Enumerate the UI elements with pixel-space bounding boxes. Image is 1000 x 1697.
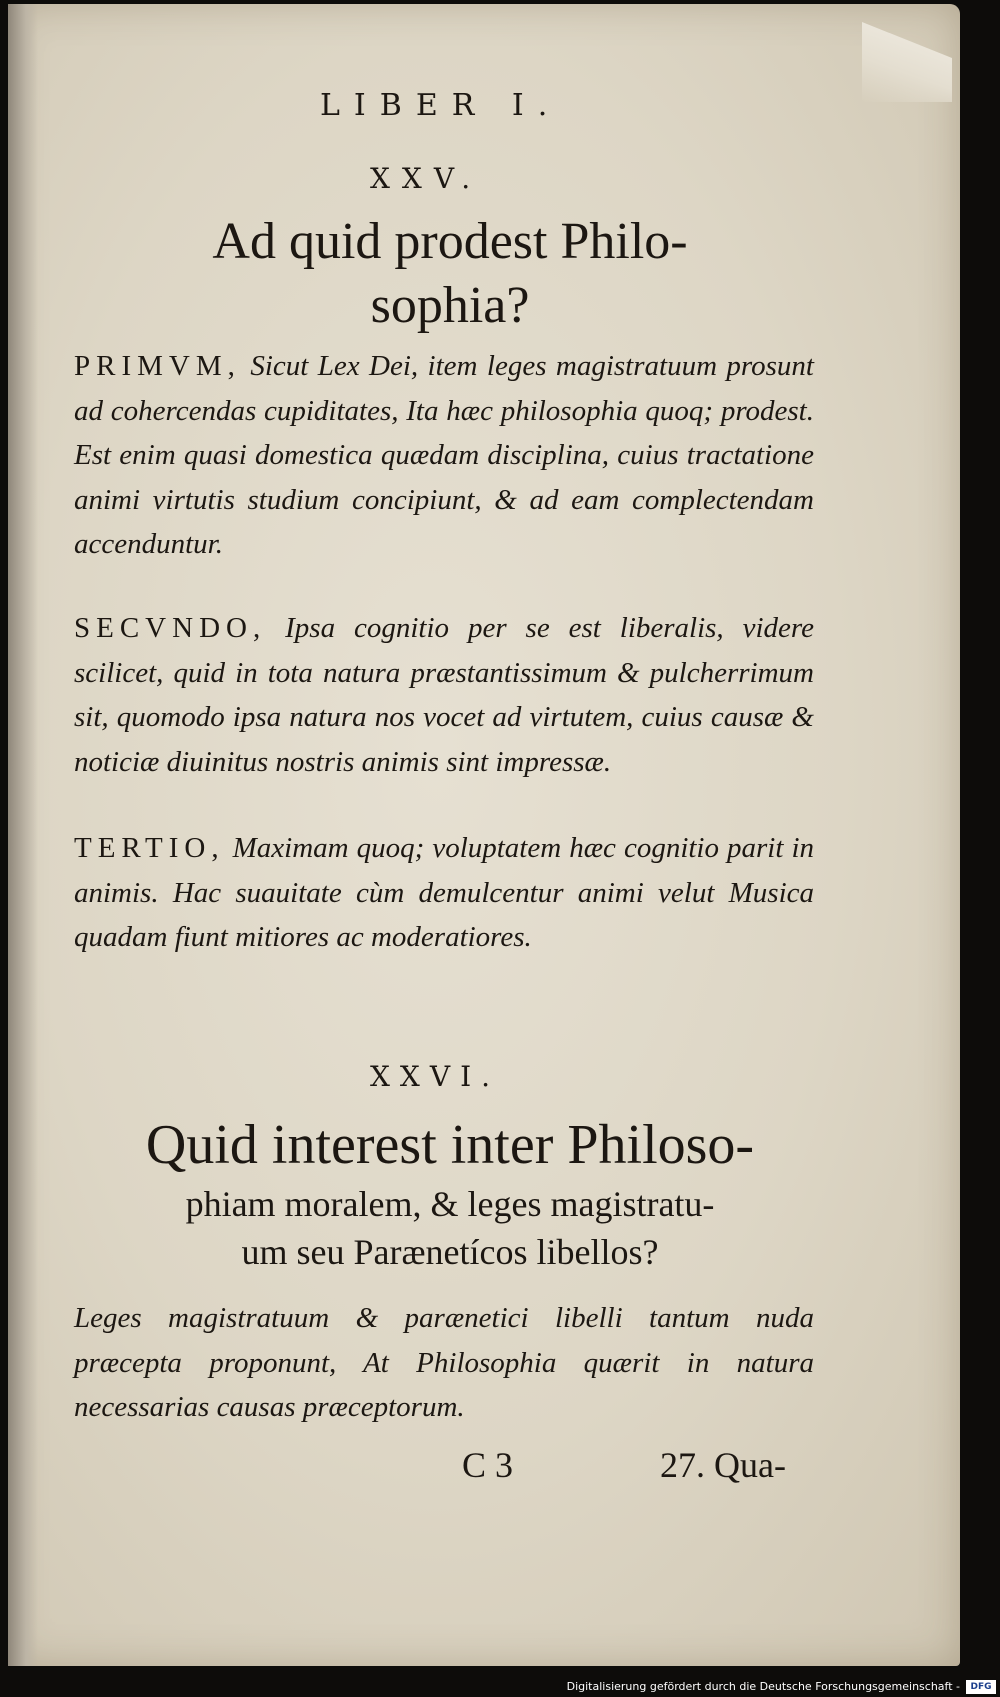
paragraph-lead: SECVNDO, (74, 612, 267, 644)
section-number-xxv: XXV. (370, 162, 483, 195)
book-spine-shadow (8, 4, 38, 1666)
paragraph-text: Sicut Lex Dei, item leges magistratuum prosunt ad cohercendas cupiditates, Ita hæc philosophia quoq; prodest. Est enim quasi domestica quædam disciplina, cuius tractatione animi virtutis studium concipiunt, & ad eam complectendam accenduntur. (74, 350, 814, 560)
title-line-2: phiam moralem, & leges magistratu- (185, 1184, 715, 1224)
section-title-xxvi-line-1: Quid interest inter Philoso- (145, 1114, 755, 1176)
title-line-2: sophia? (370, 277, 530, 334)
section-title-xxv (100, 210, 800, 338)
digitization-credit: Digitalisierung gefördert durch die Deutsche Forschungsgemeinschaft - (566, 1680, 960, 1693)
section-number-xxvi: XXVI. (370, 1060, 501, 1093)
signature-mark: C 3 (462, 1445, 514, 1485)
paragraph-leges: Leges magistratuum & parænetici libelli tantum nuda præcepta proponunt, At Philosophia quærit in natura necessarias causas præceptorum. (74, 1302, 814, 1423)
paragraph-primum (74, 344, 814, 567)
title-line-3: um seu Parænetícos libellos? (241, 1232, 659, 1272)
title-line-1: Ad quid prodest Philo- (212, 213, 688, 270)
section-title-xxvi-rest (80, 1180, 820, 1276)
paragraph-text: Maximam quoq; voluptatem hæc cognitio parit in animis. Hac suauitate cùm demulcentur animi velut Musica quadam fiunt mitiores ac moderatiores. (74, 832, 814, 953)
paragraph-tertio (74, 826, 814, 960)
paragraph-secundo (74, 606, 814, 784)
paragraph-lead: TERTIO, (74, 832, 225, 864)
catchword: 27. Qua- (660, 1445, 786, 1485)
dfg-logo: DFG (966, 1680, 996, 1694)
paragraph-lead: PRIMVM, (74, 350, 241, 382)
paragraph-text: Ipsa cognitio per se est liberalis, videre scilicet, quid in tota natura præstantissimum & pulcherrimum sit, quomodo ipsa natura nos vocet ad virtutem, cuius causæ & noticiæ diuinitus nostris animis sint impressæ. (74, 612, 814, 778)
running-head: LIBER I. (320, 88, 562, 123)
